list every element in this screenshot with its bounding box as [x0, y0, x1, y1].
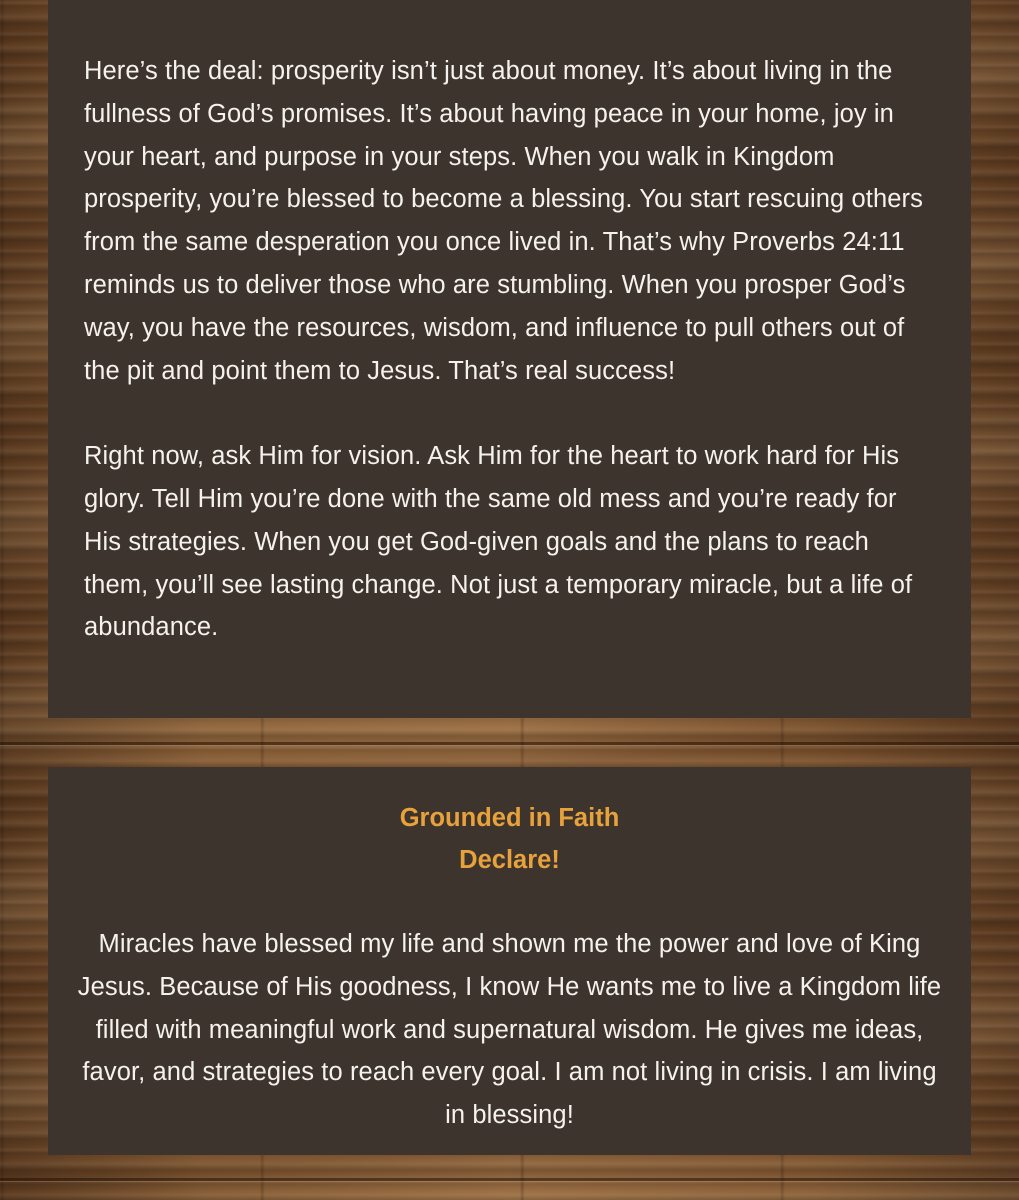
declaration-text: Miracles have blessed my life and shown me the power and love of King Jesus. Because of His goodness, I know He wants me to live a Kingdom life filled with meaningful work and supernatural wisdom. He gives me ideas, favor, and strategies to reach every goal. I am not living in crisis. I am living in blessing!: [77, 930, 942, 1130]
devotional-paragraph-1: Here’s the deal: prosperity isn’t just about money. It’s about living in the fullness of God’s promises. It’s about having peace in your home, joy in your heart, and purpose in your steps. When you walk in Kingdom prosperity, you’re blessed to become a blessing. You start rescuing others from the same desperation you once lived in. That’s why Proverbs 24:11 reminds us to deliver those who are stumbling. When you prosper God’s way, you have the resources, wisdom, and influence to pull others out of the pit and point them to Jesus. That’s real success!: [84, 57, 923, 385]
devotional-paragraph-2: Right now, ask Him for vision. Ask Him for the heart to work hard for His glory. Tell Him you’re done with the same old mess and you’re ready for His strategies. When you get God-given goals and the plans to reach them, you’ll see lasting change. Not just a temporary miracle, but a life of abundance.: [84, 442, 913, 642]
wood-plank-seam: [0, 742, 1019, 745]
devotional-card: [48, 0, 971, 718]
section-subtitle: Declare!: [459, 846, 560, 874]
declare-card: [48, 767, 971, 1155]
wood-plank-seam: [0, 1178, 1019, 1181]
section-title: Grounded in Faith: [399, 804, 620, 832]
